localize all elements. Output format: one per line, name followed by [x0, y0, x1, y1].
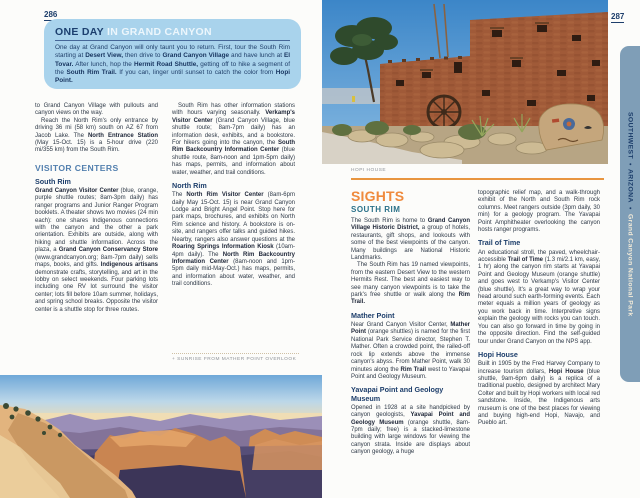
canyon-sunrise-photo: [0, 375, 322, 498]
section-heading: Mather Point: [351, 310, 395, 320]
page-number-right: 287: [611, 12, 625, 21]
sights-heading: SIGHTS: [351, 188, 405, 204]
right-page-column-1: [351, 189, 470, 457]
section-heading: Yavapai Point and Geology Museum: [351, 385, 444, 403]
sunrise-photo-caption: [172, 353, 299, 362]
tab-state-label: ARIZONA: [626, 169, 634, 204]
section-heading: Trail of Time: [478, 238, 521, 248]
caption-marker: +: [172, 357, 176, 362]
left-page-column-2: [172, 103, 295, 289]
section-heading: North Rim: [172, 181, 207, 191]
body-paragraph: Built in 1905 by the Fred Harvey Company to increase tourism dollars, Hopi House (blue shuttle, 9am-6pm daily) is a replica of a traditional pueblo, designed by architect Mary Colter and built by Hopi workers with local red sandstone. Inside, the Indigenous arts museum is one of the best places for viewing and buying high-end Hopi, Navajo, and Pueblo art.: [478, 361, 600, 427]
tab-separator-dot: •: [626, 162, 634, 166]
caption-divider-rule: [351, 178, 604, 180]
callout-title-primary: ONE DAY: [55, 26, 108, 38]
callout-divider: [55, 40, 290, 41]
section-heading: South Rim: [35, 176, 71, 186]
callout-title-secondary: IN GRAND CANYON: [107, 26, 212, 38]
right-page-column-2: [478, 190, 600, 428]
section-thumb-tab: [620, 46, 640, 382]
tab-region-label: SOUTHWEST: [626, 111, 634, 159]
page-number-left: 286: [44, 10, 58, 19]
hopi-house-photo: [322, 0, 608, 164]
body-paragraph: The South Rim is home to Grand Canyon Village Historic District, a group of hotels, restaurants, gift shops, and lookouts with some of the best viewpoints of the canyon. Many buildings are National Historic Landmarks.: [351, 218, 471, 262]
body-paragraph: The South Rim has 19 named viewpoints, from the eastern Desert View to the western Hermits Rest. The best and easiest way to see many canyon viewpoints is to take the park's free shuttle or walk along the Rim Trail.: [351, 262, 470, 306]
callout-body: One day at Grand Canyon will only taunt you to return. First, tour the South Rim starting at Desert View, then drive to Grand Canyon Village and have lunch at El Tovar. After lunch, hop the Hermit Road Shuttle, getting off to hike a segment of the South Rim Trail. If you can, linger until sunset to catch the color from Hopi Point.: [55, 44, 291, 85]
section-heading: VISITOR CENTERS: [35, 162, 119, 173]
body-paragraph: topographic relief map, and a walk-through exhibit of the North and South Rim rock columns. Meet rangers outside (3pm daily, 30 min) for a geology program. The Yavapai Point Amphitheater overlooking the canyon hosts ranger programs.: [478, 190, 600, 234]
body-paragraph: to Grand Canyon Village with pullouts and canyon views on the way.: [35, 103, 158, 117]
body-paragraph: The North Rim Visitor Center (8am-6pm daily May 15-Oct. 15) is near Grand Canyon Lodge and Bright Angel Point. Stop here for park maps, brochures, and exhibits on North Rim science and history. A bookstore is on-site, and rangers offer talks and guided hikes. Nearby, rangers also answer questions at the Roaring Springs Information Kiosk (10am-4pm daily). The North Rim Backcountry Information Center (8am-noon and 1pm-5pm daily mid-May-Oct.) has maps, permits, and information about water, weather, and trail conditions.: [172, 192, 295, 288]
body-paragraph: Opened in 1928 at a site handpicked by canyon geologists, Yavapai Point and Geology Museum (orange shuttle, 8am-7pm daily; free) is a stacked-limestone building with large windows for viewing the canyon strata. Inside are displays about canyon geology, a huge: [351, 404, 470, 456]
body-paragraph: Near Grand Canyon Visitor Center, Mather Point (orange shuttles) is named for the first National Park Service director, Stephen T. Mather. Often a crowded point, the railed-off rock lip extends above the immense canyon's abyss. From Mather Point, walk 30 minutes along the Rim Trail west to Yavapai Point and Geology Museum.: [351, 322, 471, 380]
body-paragraph: South Rim has other information stations with hours varying seasonally. Verkamp's Visitor Center (Grand Canyon Village, blue shuttle route; 8am-7pm daily) has an information desk, exhibits, and a bookstore. For hikers going into the canyon, the South Rim Backcountry Information Center (blue shuttle route, 8am-noon and 1pm-5pm daily) has maps, permits, and information about water, weather, and trail conditions.: [172, 103, 296, 176]
hopi-photo-caption: HOPI HOUSE: [351, 168, 387, 173]
south-rim-heading: SOUTH RIM: [351, 205, 401, 214]
caption-text: SUNRISE FROM MATHER POINT OVERLOOK: [177, 357, 297, 362]
body-paragraph: An educational stroll, the paved, wheelchair-accessible Trail of Time (1.3 mi/2.1 km, easy, 1 hr) along the canyon rim starts at Yavapai Point and Geology Museum (orange shuttle) and goes west to Verkamp's Visitor Center (blue shuttle). It's a great way to wrap your head around such earth-forming events. Each meter equals a million years of geology as you work back in time. Interpretive signs explain the geology with rocks you can touch. You can also go forward in time by going in the opposite direction. Find the self-guided tour under Grand Canyon on the NPS app.: [478, 249, 601, 345]
tab-separator-dot: •: [626, 207, 634, 210]
body-paragraph: Reach the North Rim's only entrance by driving 36 mi (58 km) south on AZ 67 from Jacob Lake. The North Entrance Station (May 15-Oct. 15) is a 5-hour drive (220 mi/355 km) from the South Rim.: [35, 117, 159, 154]
body-paragraph: Grand Canyon Visitor Center (blue, orange, purple shuttle routes; 8am-3pm daily) has ranger programs and Junior Ranger Program booklets. A theater shows two movies (24 min each): one shares Indigenous connections with the canyon and the other a park orientation. Exhibits are outside, along with hiking and shuttle information. Across the plaza, a Grand Canyon Conservancy Store (www.grandcanyon.org; 8am-7pm daily) sells maps, books, and gifts. Indigenous artisans demonstrate crafts, storytelling, and art in the lobby on select weekends. Four parking lots including one RV lot surround the visitor center; lots fill before 10am summer, holidays, and spring school breaks. Opposite the visitor center is a shuttle stop for three routes.: [35, 188, 158, 313]
one-day-callout: [44, 19, 301, 89]
left-page-column-1: [35, 103, 158, 314]
hopi-house-illustration: [322, 0, 608, 164]
callout-title: [55, 26, 290, 38]
tab-park-label: Grand Canyon National Park: [626, 213, 634, 317]
canyon-sunrise-illustration: [0, 375, 322, 498]
section-heading: Hopi House: [478, 349, 518, 359]
right-column-1-blocks: [351, 218, 470, 457]
